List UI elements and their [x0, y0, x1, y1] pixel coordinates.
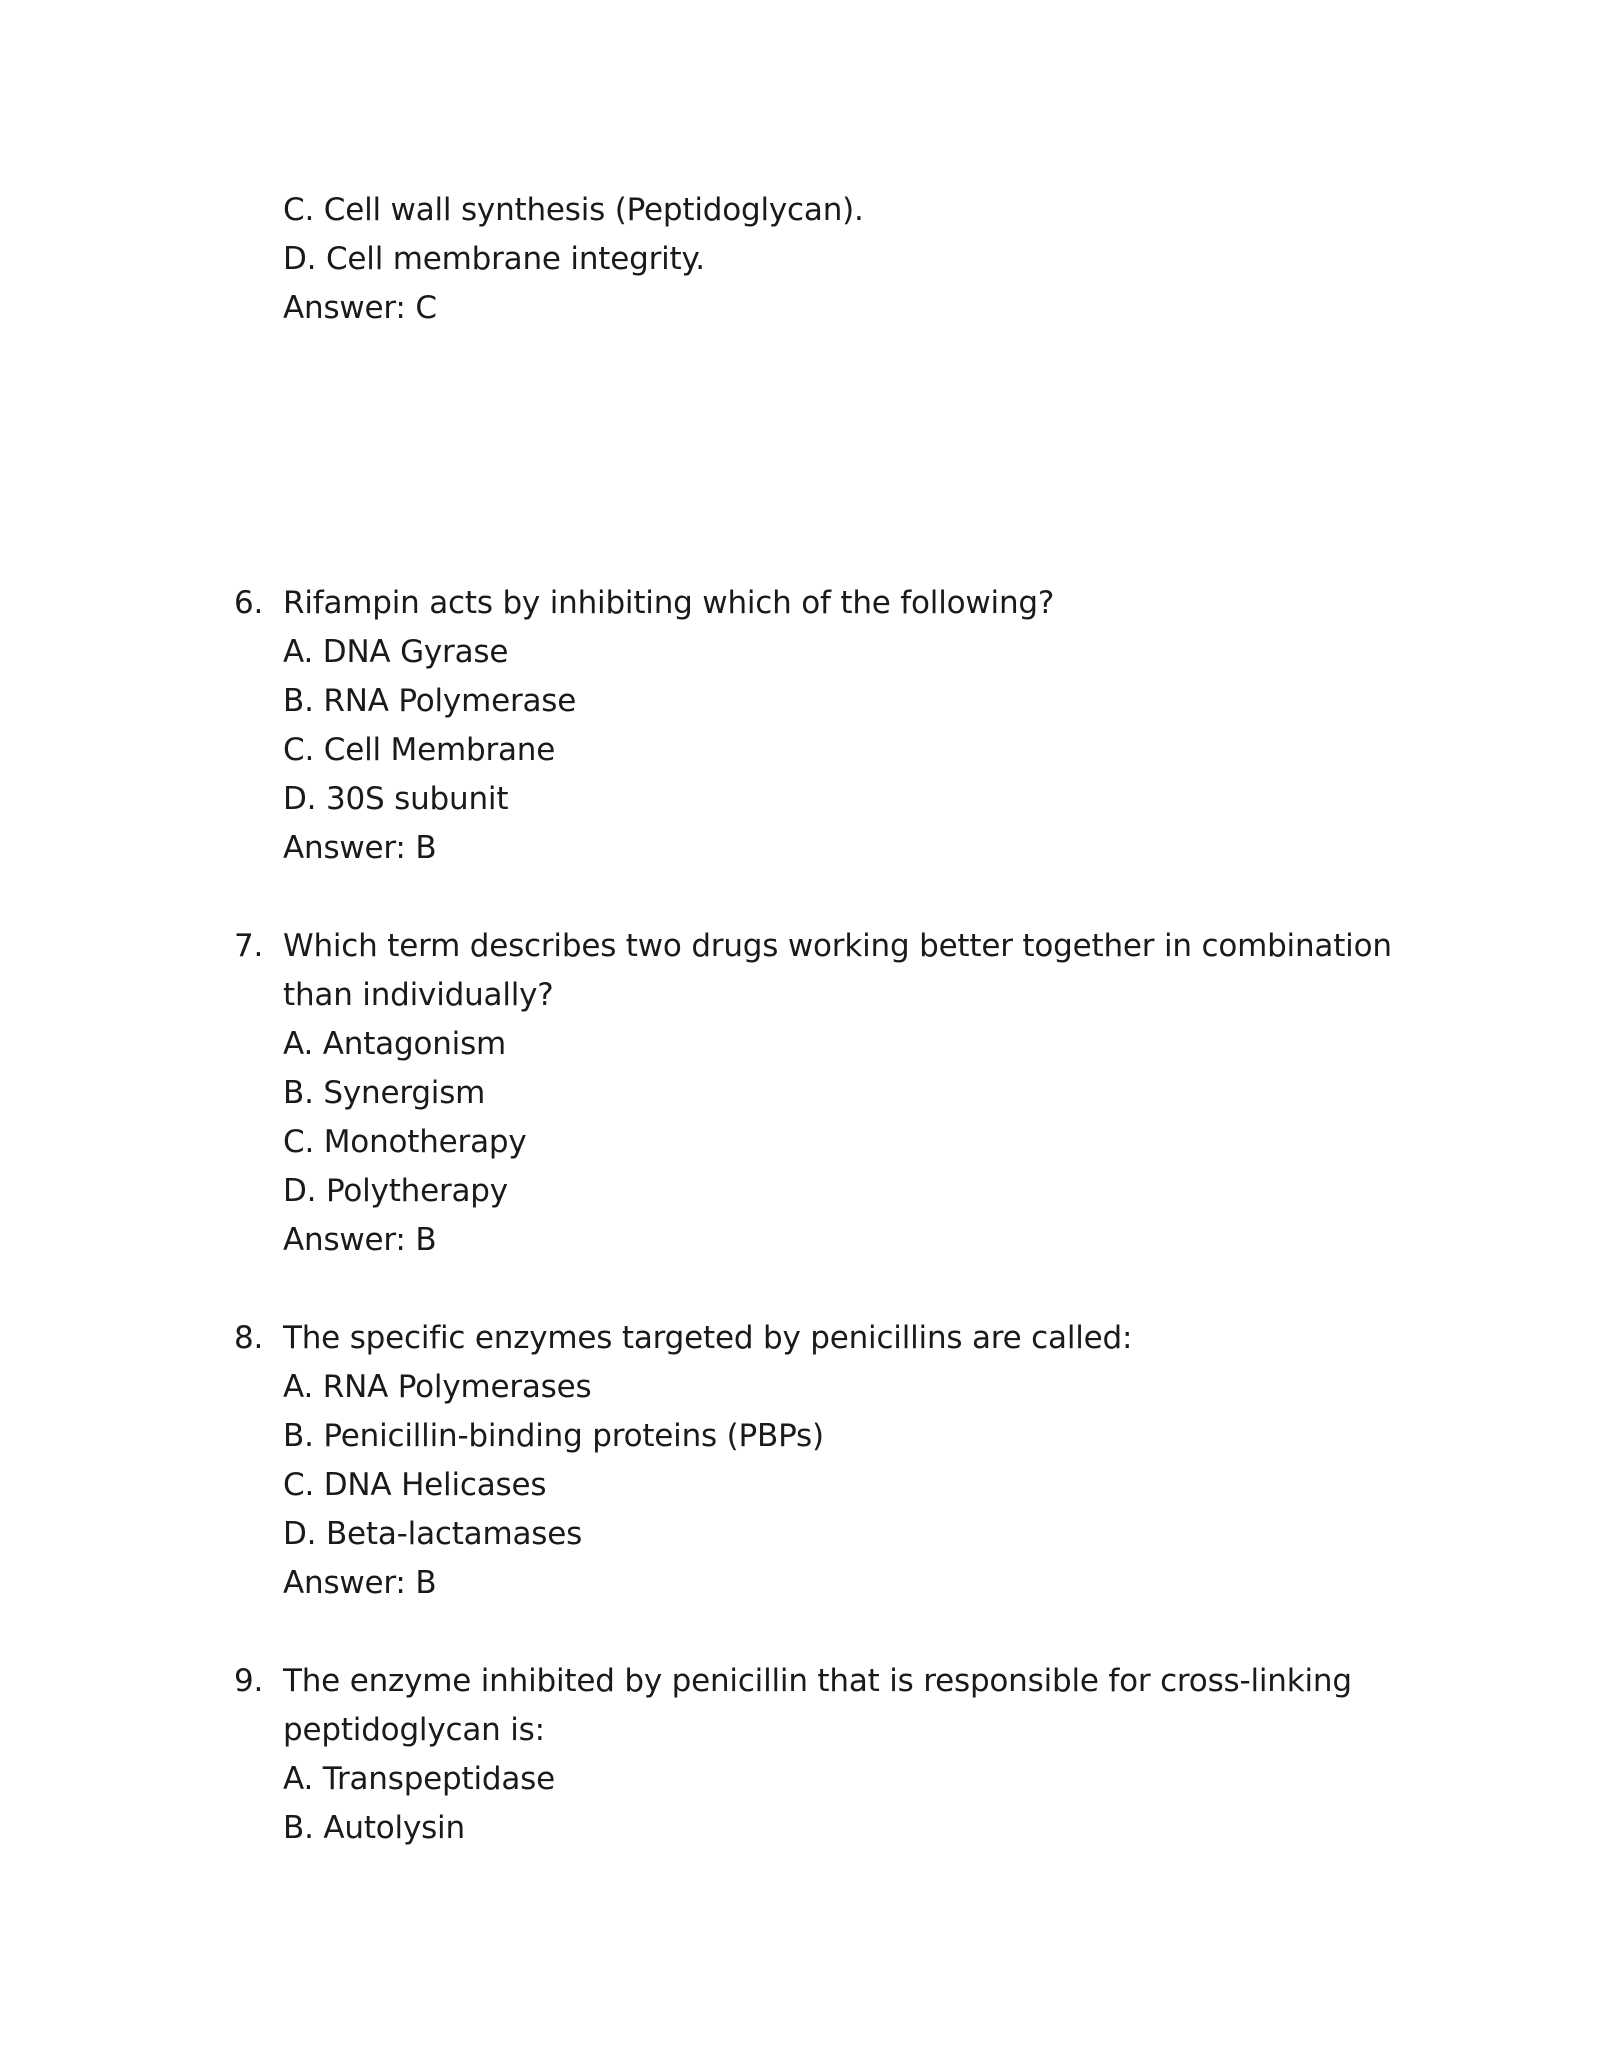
q6-option-a: A. DNA Gyrase [283, 634, 509, 670]
q8-answer: Answer: B [283, 1565, 437, 1601]
q9-number: 9. [234, 1663, 264, 1699]
q7-option-a: A. Antagonism [283, 1026, 507, 1062]
q7-option-c: C. Monotherapy [283, 1124, 527, 1160]
q8-option-a: A. RNA Polymerases [283, 1369, 592, 1405]
q7-option-d: D. Polytherapy [283, 1173, 508, 1209]
q5-option-d: D. Cell membrane integrity. [283, 241, 705, 277]
q6-text: Rifampin acts by inhibiting which of the following? [283, 585, 1055, 621]
q9-option-b: B. Autolysin [283, 1810, 465, 1846]
q7-number: 7. [234, 928, 264, 964]
q7-text-line-2: than individually? [283, 977, 554, 1013]
q6-answer: Answer: B [283, 830, 437, 866]
q6-option-b: B. RNA Polymerase [283, 683, 577, 719]
q5-answer: Answer: C [283, 290, 437, 326]
q9-option-a: A. Transpeptidase [283, 1761, 555, 1797]
q8-number: 8. [234, 1320, 264, 1356]
q8-option-b: B. Penicillin-binding proteins (PBPs) [283, 1418, 824, 1454]
q9-text-line-1: The enzyme inhibited by penicillin that is responsible for cross-linking [283, 1663, 1352, 1699]
q8-option-d: D. Beta-lactamases [283, 1516, 583, 1552]
q6-option-c: C. Cell Membrane [283, 732, 556, 768]
q9-text-line-2: peptidoglycan is: [283, 1712, 545, 1748]
q6-option-d: D. 30S subunit [283, 781, 509, 817]
q7-text-line-1: Which term describes two drugs working better together in combination [283, 928, 1392, 964]
q7-option-b: B. Synergism [283, 1075, 486, 1111]
q5-option-c: C. Cell wall synthesis (Peptidoglycan). [283, 192, 864, 228]
q7-answer: Answer: B [283, 1222, 437, 1258]
q6-number: 6. [234, 585, 264, 621]
q8-text: The specific enzymes targeted by penicillins are called: [283, 1320, 1133, 1356]
q8-option-c: C. DNA Helicases [283, 1467, 547, 1503]
